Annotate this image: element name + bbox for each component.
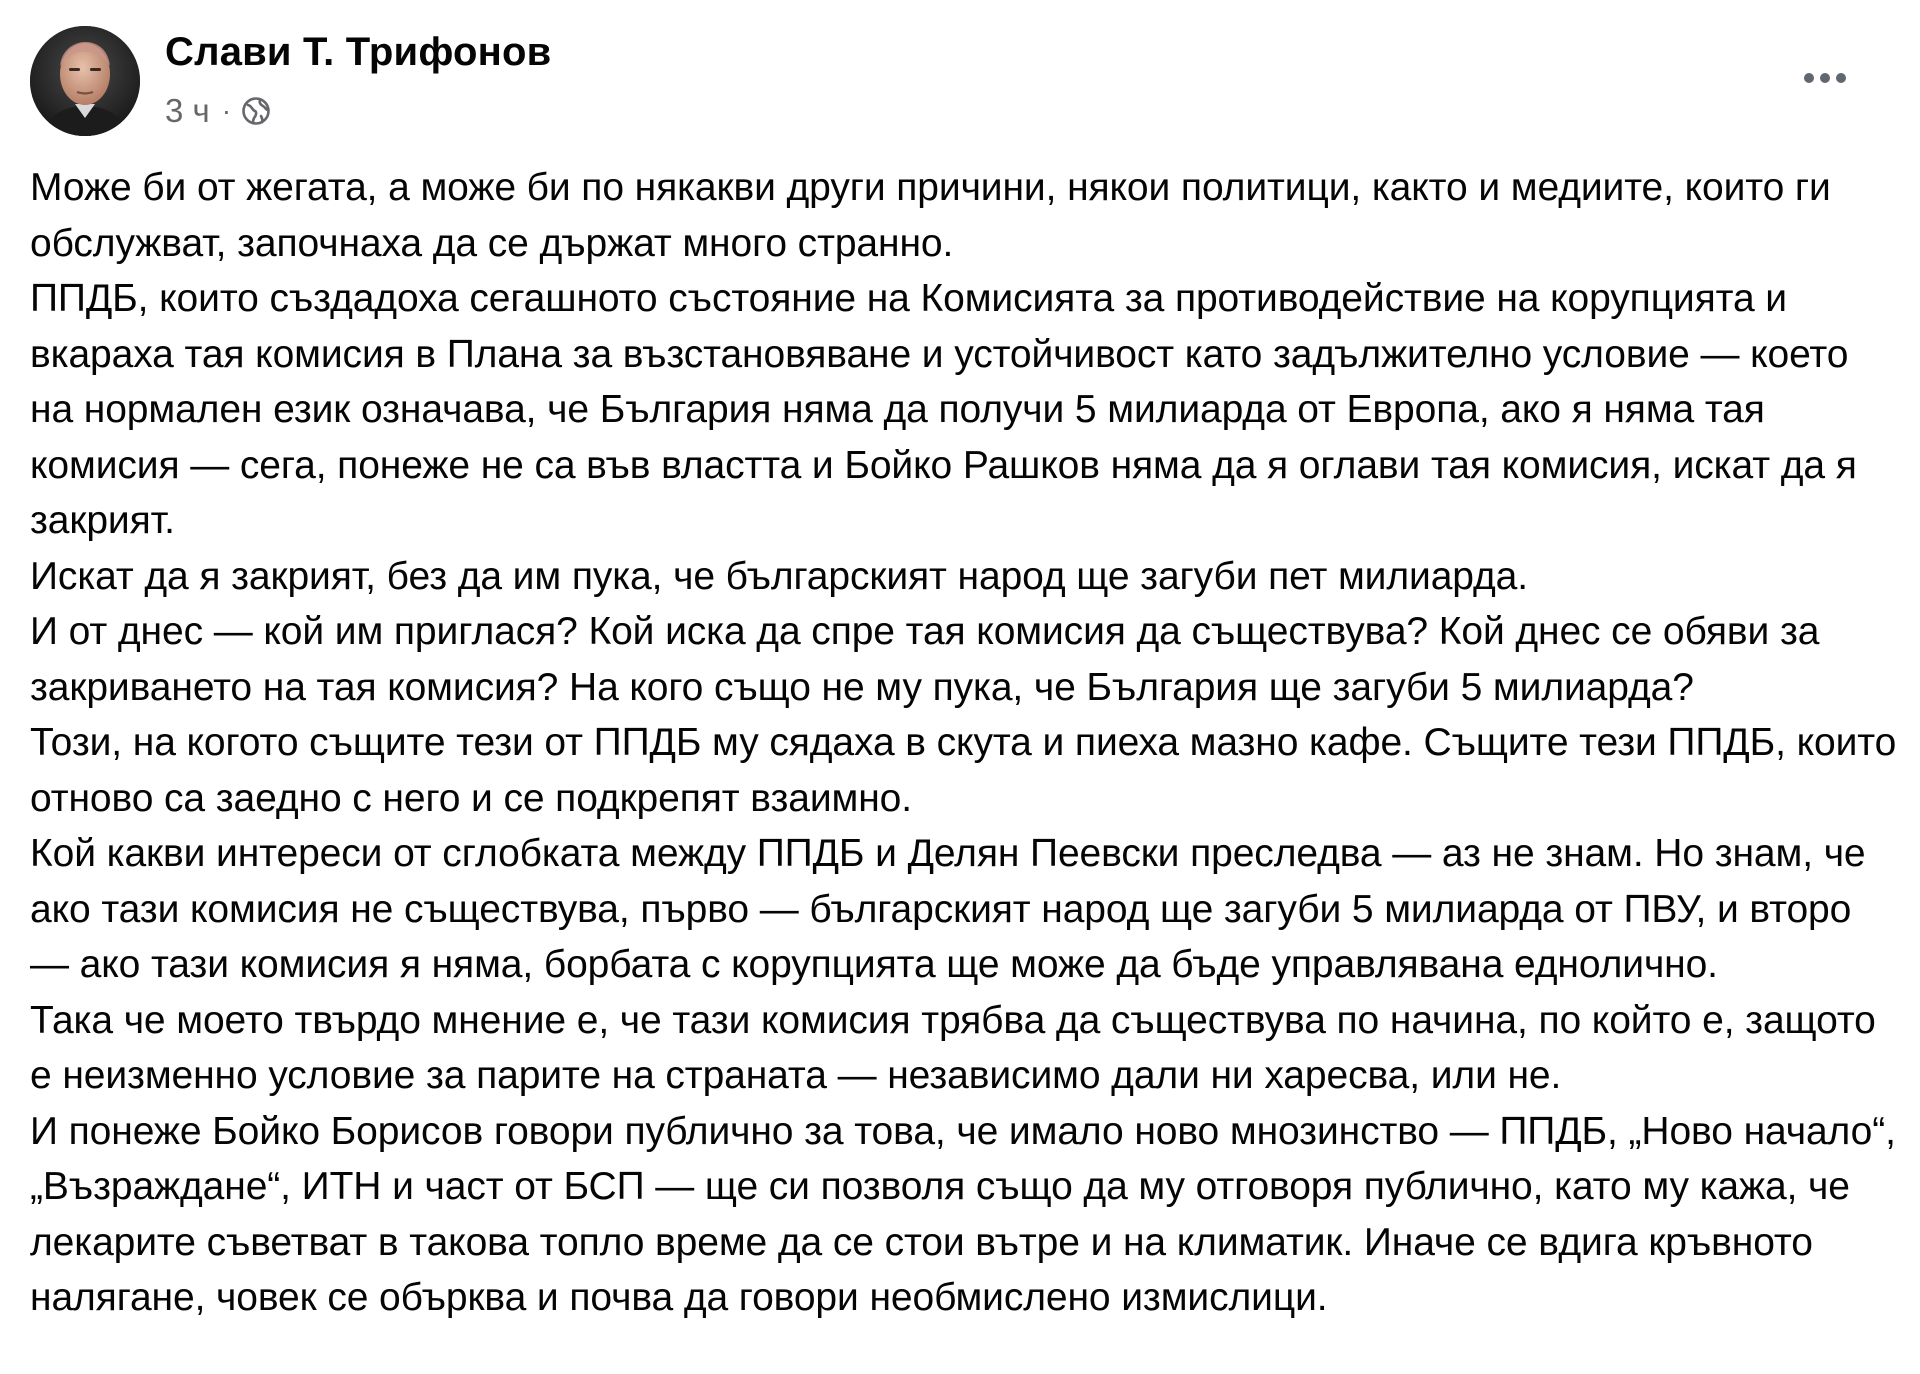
post-paragraph: Може би от жегата, а може би по някакви други причини, някои политици, както и медиите, които ги обслужват, започнаха да се държат много странно. <box>30 166 1831 265</box>
post-paragraph: Този, на когото същите тези от ППДБ му сядаха в скута и пиеха мазно кафе. Същите тези ППДБ, които отново са заедно с него и се подкрепят взаимно. <box>30 721 1897 820</box>
globe-icon[interactable] <box>241 96 271 126</box>
meta-separator: · <box>221 95 232 126</box>
more-options-button[interactable] <box>1790 54 1860 102</box>
post-paragraph: Искат да я закрият, без да им пука, че българският народ ще загуби пет милиарда. <box>30 554 1528 598</box>
post-paragraph: И от днес — кой им приглася? Кой иска да спре тая комисия да съществува? Кой днес се обяви за закриването на тая комисия? На кого също не му пука, че България ще загуби 5 милиарда? <box>30 610 1820 709</box>
post-paragraph: И понеже Бойко Борисов говори публично за това, че имало ново мнозинство — ППДБ, „Ново начало“, „Възраждане“, ИТН и част от БСП — ще си позволя също да му отговоря публично, като му кажа, че лекарите съветват в такова топло време да се стои вътре и на климатик. Иначе се вдига кръвното налягане, човек се обърква и почва да говори необмислено измислици. <box>30 1109 1896 1319</box>
more-horizontal-icon <box>1804 73 1846 83</box>
post-text <box>30 160 1900 1326</box>
post-paragraph: Кой какви интереси от сглобката между ППДБ и Делян Пеевски преследва — аз не знам. Но знам, че ако тази комисия не съществува, първо — българският народ ще загуби 5 милиарда от ПВУ, и второ — ако тази комисия я няма, борбата с корупцията ще може да бъде управлявана еднолично. <box>30 832 1866 986</box>
post-paragraph: ППДБ, които създадоха сегашното състояние на Комисията за противодействие на корупцията и вкараха тая комисия в Плана за възстановяване и устойчивост като задължително условие — което на нормален език означава, че България няма да получи 5 милиарда от Европа, ако я няма тая комисия — сега, понеже не са във властта и Бойко Рашков няма да я оглави тая комисия, искат да я закрият. <box>30 277 1857 542</box>
author-name[interactable]: Слави Т. Трифонов <box>165 30 552 74</box>
avatar-image <box>30 26 140 136</box>
avatar[interactable] <box>30 26 140 136</box>
post-timestamp[interactable]: 3 ч <box>165 92 210 129</box>
post-meta <box>165 90 271 132</box>
post-paragraph: Така че моето твърдо мнение е, че тази комисия трябва да съществува по начина, по който е, защото е неизменно условие за парите на страната — независимо дали ни харесва, или не. <box>30 998 1876 1097</box>
post-header <box>30 24 1890 140</box>
